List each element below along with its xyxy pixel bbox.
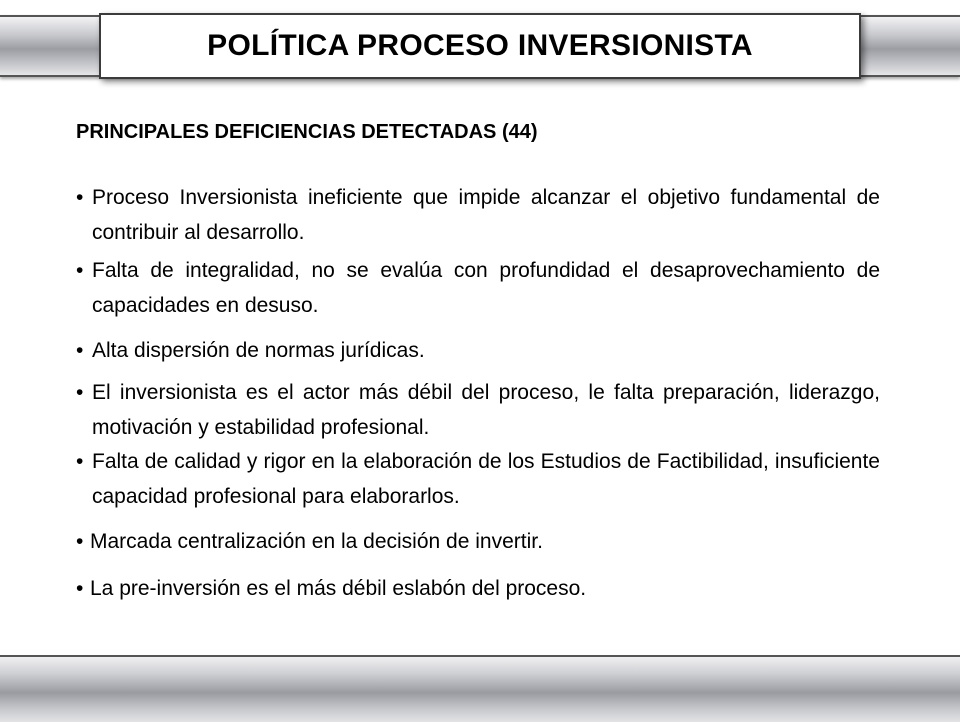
bullet-dot: • (76, 381, 84, 404)
bullet-text: El inversionista es el actor más débil del proceso, le falta preparación, liderazgo, motivación y estabilidad profesional. (92, 381, 880, 439)
bullet-text: Marcada centralización en la decisión de invertir. (90, 530, 543, 553)
title-box (99, 13, 861, 79)
bullet-item (76, 253, 880, 323)
bullet-text: Falta de integralidad, no se evalúa con profundidad el desaprovechamiento de capacidades en desuso. (92, 259, 880, 317)
bullet-dot: • (76, 450, 84, 473)
section-heading: PRINCIPALES DEFICIENCIAS DETECTADAS (44) (76, 121, 538, 143)
bullet-item (76, 180, 880, 250)
bullet-text: Alta dispersión de normas jurídicas. (92, 339, 425, 362)
bullet-text: Falta de calidad y rigor en la elaboración de los Estudios de Factibilidad, insuficiente capacidad profesional para elaborarlos. (92, 450, 880, 508)
page-title: POLÍTICA PROCESO INVERSIONISTA (207, 29, 753, 62)
bullet-text: Proceso Inversionista ineficiente que impide alcanzar el objetivo fundamental de contribuir al desarrollo. (92, 186, 880, 244)
bullet-dot: • (76, 577, 84, 600)
bullet-item (76, 333, 880, 368)
bullet-dot: • (76, 339, 84, 362)
bullet-text: La pre-inversión es el más débil eslabón del proceso. (90, 577, 587, 600)
footer-band (0, 655, 960, 722)
bullet-item (76, 571, 880, 606)
bullet-dot: • (76, 259, 84, 282)
bullet-item (76, 375, 880, 445)
bullet-item (76, 444, 880, 514)
bullet-dot: • (76, 530, 84, 553)
bullet-item (76, 524, 880, 559)
bullet-dot: • (76, 186, 84, 209)
